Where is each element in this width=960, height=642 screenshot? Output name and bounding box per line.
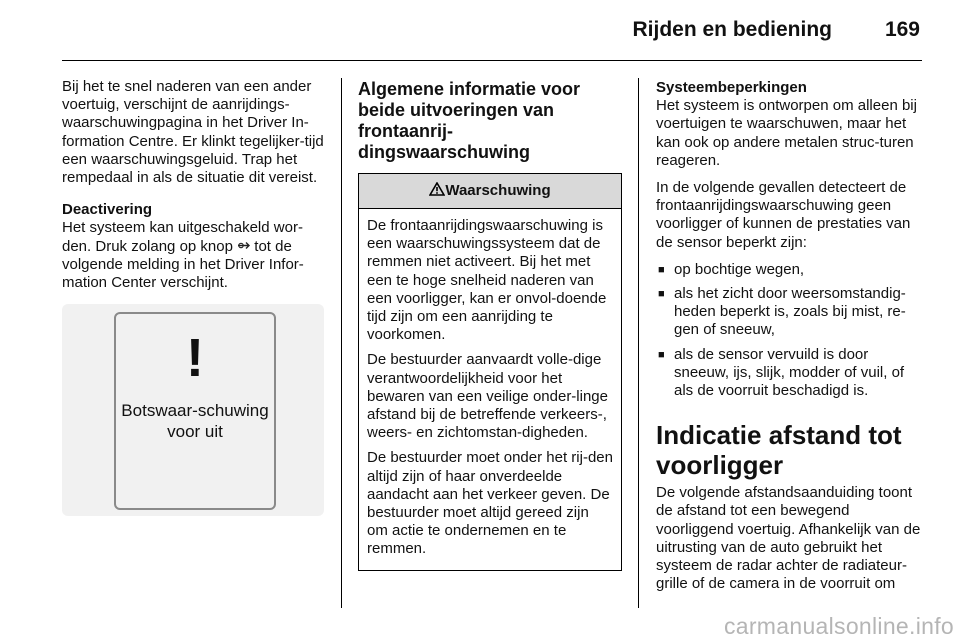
- exclamation-icon: !: [186, 328, 204, 389]
- limitations-list: [656, 261, 922, 400]
- column-divider-right: [638, 78, 639, 608]
- driver-info-display: [114, 312, 276, 510]
- warning-header: [359, 174, 621, 209]
- list-item: ■ als het zicht door weersomstandig-heden beperkt is, zoals bij mist, re-gen of sneeuw,: [658, 285, 906, 339]
- detection-conditions-paragraph: In de volgende gevallen detecteert de frontaanrijdingswaarschuwing geen voorligger of kunnen de prestaties van de sensor beperkt zijn:: [656, 179, 911, 251]
- column-left: [62, 78, 328, 516]
- warning-title: Waarschuwing: [445, 182, 551, 199]
- distance-indication-paragraph: De volgende afstandsaanduiding toont de afstand tot een bewegend voorliggend voertuig. Afhankelijk van de uitrusting van de auto gebruikt het systeem de radar achter de radiateur-grille of de camera in de voorruit om: [656, 484, 921, 593]
- section-heading-distance-indication: Indicatie afstand tot voorligger: [656, 420, 902, 481]
- section-heading-general-info: Algemene informatie voor beide uitvoeringen van frontaanrij-dingswaarschuwing: [358, 79, 581, 162]
- bullet-square-icon: ■: [658, 288, 665, 301]
- column-divider-left: [341, 78, 342, 608]
- deactivering-text-end: tot de volgende melding in het Driver Infor-mation Center verschijnt.: [62, 237, 304, 292]
- running-header-title: Rijden en bediening: [632, 18, 832, 41]
- warning-box: [358, 173, 622, 571]
- warning-paragraph-2: De bestuurder aanvaardt volle-dige verantwoordelijkheid voor het bewaren van een veilige onder-linge afstand bij de betreffende verkeers-, weers- en zichtomstan-digheden.: [367, 351, 608, 442]
- deactivering-text-start: Het systeem kan uitgeschakeld wor-den. Druk zolang op knop: [62, 219, 303, 255]
- bullet-square-icon: ■: [658, 348, 665, 361]
- system-limits-paragraph: Het systeem is ontworpen om alleen bij voertuigen te waarschuwen, maar het kan ook op andere metalen struc-turen reageren.: [656, 97, 917, 169]
- intro-paragraph: Bij het te snel naderen van een ander voertuig, verschijnt de aanrijdings-waarschuwingpagina in het Driver In-formation Centre. Er klinkt tegelijker-tijd een waarschuwingsgeluid. Trap het rempedaal in als de situatie dit vereist.: [62, 78, 324, 187]
- list-item: ■ als de sensor vervuild is door sneeuw, ijs, slijk, modder of vuil, of als de voorruit beschadigd is.: [658, 345, 905, 400]
- page-number: 169: [884, 18, 920, 41]
- deactivering-section: [62, 201, 328, 292]
- warning-paragraph-3: De bestuurder moet onder het rij-den altijd zijn of haar onverdeelde aandacht aan het verkeer geven. De bestuurder moet altijd gereed zijn om actie te ondernemen en te remmen.: [367, 449, 613, 558]
- deactivering-heading: Deactivering: [62, 201, 153, 219]
- warning-paragraph-1: De frontaanrijdingswaarschuwing is een waarschuwingssysteem dat de remmen niet activeert. Bij het met een te hoge snelheid naderen van een voorligger, kan er onvol-doende tijd zijn om een aanrijding te voorkomen.: [367, 217, 607, 344]
- display-figure: [62, 304, 324, 516]
- bullet-square-icon: ■: [658, 263, 665, 276]
- steering-wheel-button-icon: [237, 238, 250, 256]
- watermark: carmanualsonline.info: [723, 613, 954, 639]
- system-limits-section: [656, 79, 922, 170]
- header-rule: [62, 60, 922, 61]
- column-middle: [358, 79, 622, 571]
- column-right: [656, 79, 922, 602]
- warning-body: [359, 209, 621, 570]
- list-item: ■ op bochtige wegen,: [658, 260, 805, 278]
- display-message: Botswaar-schuwing voor uit: [121, 401, 269, 442]
- system-limits-heading: Systeembeperkingen: [656, 79, 807, 96]
- warning-triangle-icon: [429, 182, 445, 199]
